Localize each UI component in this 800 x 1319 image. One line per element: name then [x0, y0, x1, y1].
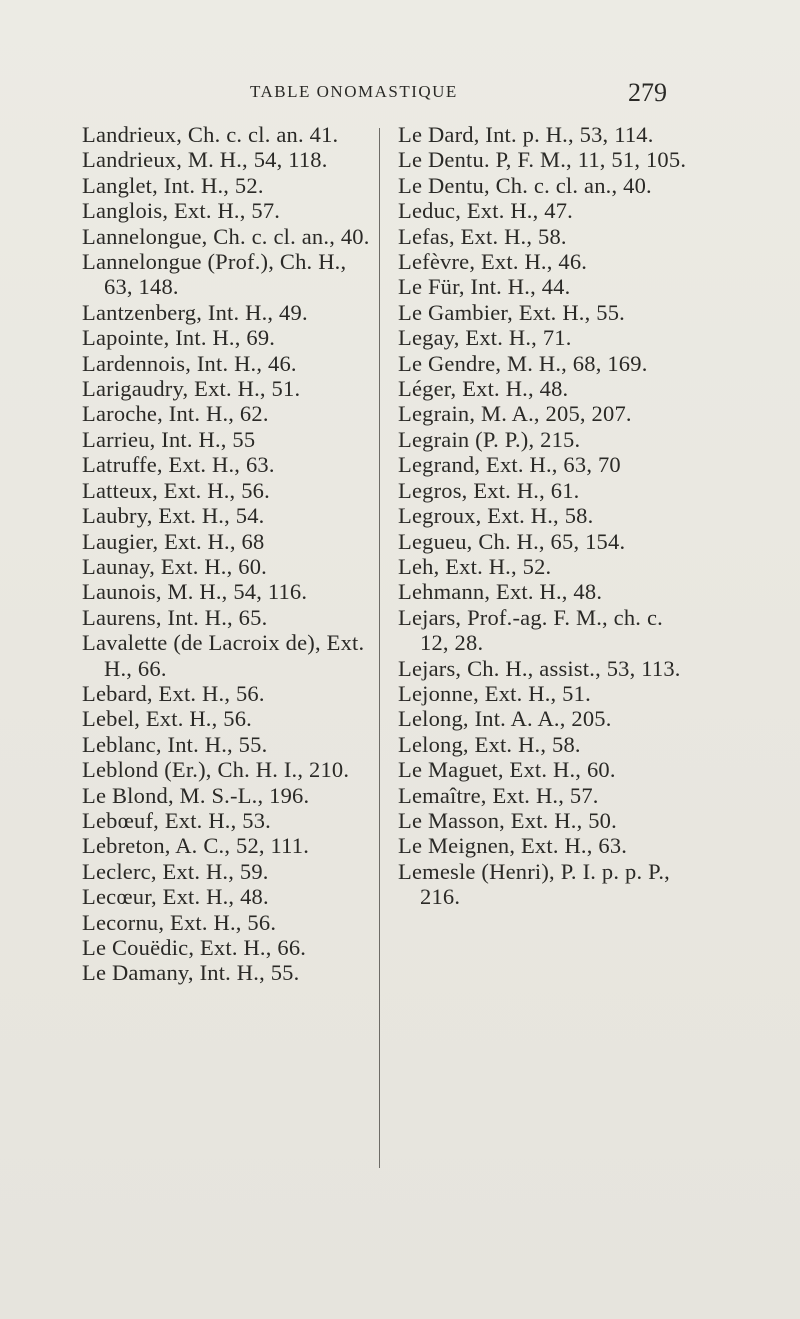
index-entry: Leblond (Er.), Ch. H. I., 210. — [82, 757, 350, 783]
index-entry: Lebœuf, Ext. H., 53. — [82, 807, 271, 833]
index-entry: Launois, M. H., 54, 116. — [82, 579, 308, 605]
index-entry: Laubry, Ext. H., 54. — [82, 503, 265, 529]
index-entry: Lebreton, A. C., 52, 111. — [82, 833, 310, 859]
index-entry: Le Gendre, M. H., 68, 169. — [398, 350, 648, 376]
index-entry: Lemaître, Ext. H., 57. — [398, 782, 599, 808]
index-entry: Lebard, Ext. H., 56. — [82, 680, 265, 706]
index-entry: Le Für, Int. H., 44. — [398, 274, 571, 300]
index-entry: Lannelongue (Prof.), Ch. H., 63, 148. — [82, 249, 347, 300]
index-entry: Leblanc, Int. H., 55. — [82, 731, 268, 757]
index-entry: Le Dentu. P, F. M., 11, 51, 105. — [398, 147, 687, 173]
index-entry: Lannelongue, Ch. c. cl. an., 40. — [82, 223, 370, 249]
running-head: TABLE ONOMASTIQUE — [250, 82, 458, 101]
index-entry: Le Dard, Int. p. H., 53, 114. — [398, 122, 654, 147]
index-entry: Lefèvre, Ext. H., 46. — [398, 249, 588, 275]
index-entry: Lejonne, Ext. H., 51. — [398, 680, 591, 706]
index-entry: Leh, Ext. H., 52. — [398, 553, 552, 579]
index-entry: Léger, Ext. H., 48. — [398, 376, 569, 402]
index-entry: Lemesle (Henri), P. I. p. p. P., 216. — [398, 858, 670, 910]
index-entry: Le Damany, Int. H., 55. — [82, 960, 300, 986]
index-entry: Lecornu, Ext. H., 56. — [82, 909, 277, 935]
index-entry: Legrain, M. A., 205, 207. — [398, 401, 632, 427]
index-entry: Larigaudry, Ext. H., 51. — [82, 376, 301, 402]
index-entry: Legueu, Ch. H., 65, 154. — [398, 528, 626, 554]
index-entry: Leclerc, Ext. H., 59. — [82, 858, 269, 884]
index-entry: Lelong, Ext. H., 58. — [398, 731, 581, 757]
index-entry: Le Couëdic, Ext. H., 66. — [82, 935, 307, 960]
index-entry: Lehmann, Ext. H., 48. — [398, 579, 603, 605]
index-entry: Latteux, Ext. H., 56. — [82, 477, 270, 503]
index-entry: Latruffe, Ext. H., 63. — [82, 452, 275, 478]
index-entry: Lebel, Ext. H., 56. — [82, 706, 253, 732]
index-column-left — [82, 122, 378, 986]
column-divider — [379, 128, 380, 1168]
index-entry: Le Dentu, Ch. c. cl. an., 40. — [398, 172, 652, 198]
index-entry: Legroux, Ext. H., 58. — [398, 503, 594, 529]
index-entry: Landrieux, Ch. c. cl. an. 41. — [82, 122, 339, 147]
index-entry: Langlois, Ext. H., 57. — [82, 198, 281, 224]
index-entry: Lejars, Prof.-ag. F. M., ch. c. 12, 28. — [398, 604, 663, 656]
index-entry: Lejars, Ch. H., assist., 53, 113. — [398, 655, 681, 681]
index-entry: Lelong, Int. A. A., 205. — [398, 706, 612, 732]
index-entry: Lapointe, Int. H., 69. — [82, 325, 276, 351]
index-entry: Larrieu, Int. H., 55 — [82, 426, 256, 452]
index-entry: Laurens, Int. H., 65. — [82, 604, 268, 630]
index-column-right — [398, 122, 694, 910]
index-entry: Laroche, Int. H., 62. — [82, 401, 269, 427]
index-entry: Lardennois, Int. H., 46. — [82, 350, 297, 376]
index-entry: Le Blond, M. S.-L., 196. — [82, 782, 310, 808]
index-entry: Le Meignen, Ext. H., 63. — [398, 833, 628, 859]
index-entry: Legros, Ext. H., 61. — [398, 477, 580, 503]
index-entry: Lavalette (de Lacroix de), Ext. H., 66. — [82, 630, 365, 681]
index-entry: Langlet, Int. H., 52. — [82, 172, 264, 198]
index-entry: Le Masson, Ext. H., 50. — [398, 807, 617, 833]
index-entry: Le Gambier, Ext. H., 55. — [398, 299, 625, 325]
index-entry: Legay, Ext. H., 71. — [398, 325, 572, 351]
index-entry: Lefas, Ext. H., 58. — [398, 223, 567, 249]
index-entry: Launay, Ext. H., 60. — [82, 553, 267, 579]
index-entry: Lecœur, Ext. H., 48. — [82, 884, 269, 910]
index-entry: Landrieux, M. H., 54, 118. — [82, 147, 328, 173]
index-entry: Lantzenberg, Int. H., 49. — [82, 299, 308, 325]
page-number: 279 — [628, 78, 667, 107]
index-entry: Laugier, Ext. H., 68 — [82, 528, 265, 554]
index-entry: Legrain (P. P.), 215. — [398, 426, 581, 452]
index-entry: Leduc, Ext. H., 47. — [398, 198, 574, 224]
index-entry: Legrand, Ext. H., 63, 70 — [398, 452, 621, 478]
index-entry: Le Maguet, Ext. H., 60. — [398, 757, 616, 783]
